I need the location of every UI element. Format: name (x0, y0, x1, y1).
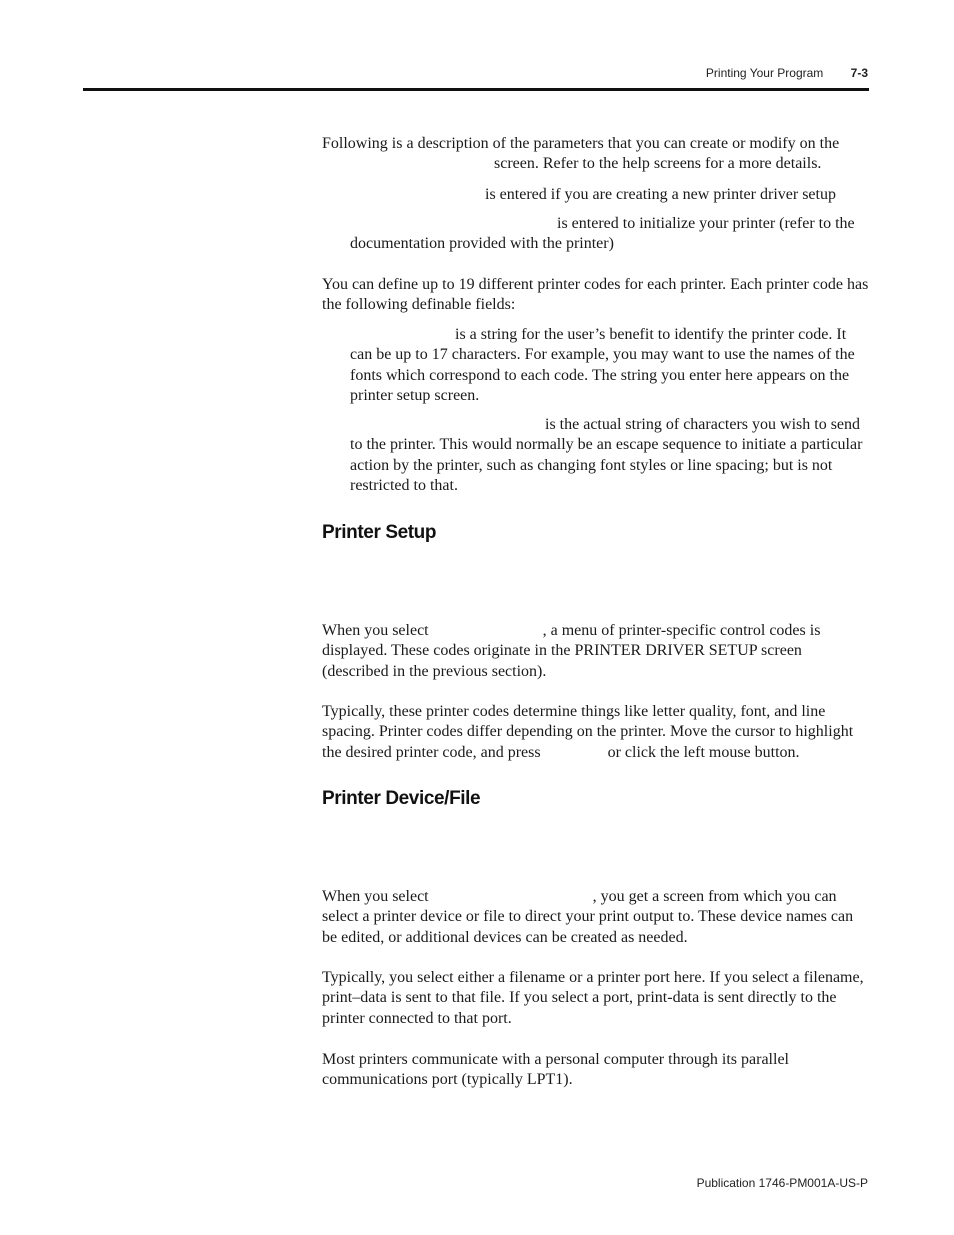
footer-publication: Publication 1746-PM001A-US-P (696, 1176, 868, 1190)
header-section-title: Printing Your Program (705, 66, 824, 80)
field-code-name: is a string for the user’s benefit to identify the printer code. It can be up to 17 characters. For example, you may want to use the names of the fonts which correspond to each code. The string you enter here appears on the printer setup screen. (350, 326, 859, 405)
device-paragraph-3: Most printers communicate with a personal computer through its parallel communications port (typically LPT1). (322, 1051, 793, 1089)
intro-line-1: Following is a description of the parameters that you can create or modify on the (322, 135, 840, 152)
setup-paragraph-1: When you select , a menu of printer-specific control codes is displayed. These codes originate in the PRINTER DRIVER SETUP screen (described in the previous section). (322, 622, 821, 680)
heading-printer-setup: Printer Setup (322, 522, 437, 543)
device-paragraph-2: Typically, you select either a filename or a printer port here. If you select a filename, print–data is sent to that file. If you select a port, print-data is sent directly to the printer connected to that port. (322, 969, 868, 1027)
running-header (706, 66, 868, 80)
header-page-number: 7-3 (850, 66, 868, 80)
param-init-string: is entered to initialize your printer (refer to the documentation provided with the printer) (350, 215, 855, 253)
field-code-string: is the actual string of characters you wish to send to the printer. This would normally be an escape sequence to initiate a particular action by the printer, such as changing font styles or line spacing; but is not restricted to that. (350, 416, 867, 495)
intro-line-2: screen. Refer to the help screens for a more details. (494, 155, 822, 173)
heading-printer-device-file: Printer Device/File (322, 788, 481, 809)
codes-intro: You can define up to 19 different printer codes for each printer. Each printer code has the following definable fields: (322, 276, 873, 314)
intro-paragraph (322, 134, 870, 175)
device-paragraph-1: When you select , you get a screen from which you can select a printer device or file to direct your print output to. These device names can be edited, or additional devices can be created as needed. (322, 888, 858, 946)
setup-paragraph-2: Typically, these printer codes determine things like letter quality, font, and line spacing. Printer codes differ depending on the printer. Move the cursor to highlight the desired printer code, and press or click the left mouse button. (322, 703, 858, 761)
param-new-setup: is entered if you are creating a new printer driver setup (485, 186, 836, 203)
header-rule (83, 88, 869, 91)
